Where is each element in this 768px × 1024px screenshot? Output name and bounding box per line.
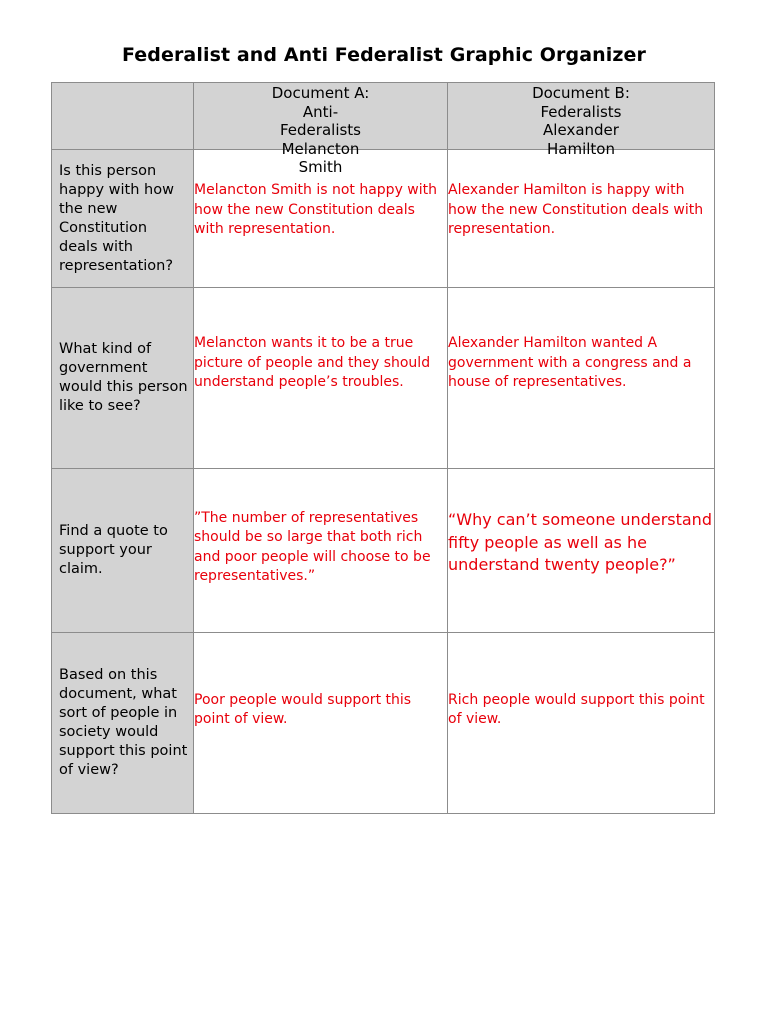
answer-cell-document-b bbox=[448, 469, 715, 633]
table-row bbox=[52, 150, 715, 288]
answer-cell-document-b bbox=[448, 633, 715, 814]
table-row bbox=[52, 469, 715, 633]
answer-text: “Why can’t someone understand fifty people as well as he understand twenty people?” bbox=[448, 510, 712, 575]
header-corner-cell bbox=[52, 83, 194, 150]
answer-cell-document-a bbox=[194, 633, 448, 814]
answer-text: Alexander Hamilton wanted A government with a congress and a house of representatives. bbox=[448, 335, 692, 391]
graphic-organizer-table bbox=[51, 82, 715, 814]
answer-text: Rich people would support this point of view. bbox=[448, 691, 705, 727]
header-document-a-text: Document A: Anti-Federalists Melancton Smith bbox=[271, 84, 370, 176]
question-cell: What kind of government would this person like to see? bbox=[52, 288, 194, 469]
answer-text: ”The number of representatives should be so large that both rich and poor people will choose to be representatives.” bbox=[194, 509, 431, 584]
header-document-a bbox=[194, 83, 448, 176]
question-cell: Find a quote to support your claim. bbox=[52, 469, 194, 633]
table-row bbox=[52, 288, 715, 469]
question-cell: Based on this document, what sort of people in society would support this point of view? bbox=[52, 633, 194, 814]
question-cell: Is this person happy with how the new Constitution deals with representation? bbox=[52, 150, 194, 288]
answer-text: Melancton Smith is not happy with how the new Constitution deals with representation. bbox=[194, 182, 438, 238]
answer-text: Poor people would support this point of view. bbox=[194, 691, 412, 727]
table-row bbox=[52, 633, 715, 814]
answer-cell-document-b bbox=[448, 288, 715, 469]
header-document-b-text: Document B: Federalists Alexander Hamilton bbox=[532, 84, 630, 158]
page-title: Federalist and Anti Federalist Graphic Organizer bbox=[121, 44, 646, 66]
header-document-b bbox=[448, 83, 715, 158]
answer-cell-document-b bbox=[448, 150, 715, 288]
answer-cell-document-a bbox=[194, 288, 448, 469]
answer-text: Alexander Hamilton is happy with how the new Constitution deals with representation. bbox=[448, 182, 704, 238]
answer-text: Melancton wants it to be a true picture of people and they should understand people’s troubles. bbox=[194, 335, 431, 391]
table-header-row bbox=[52, 83, 715, 150]
answer-cell-document-a bbox=[194, 469, 448, 633]
